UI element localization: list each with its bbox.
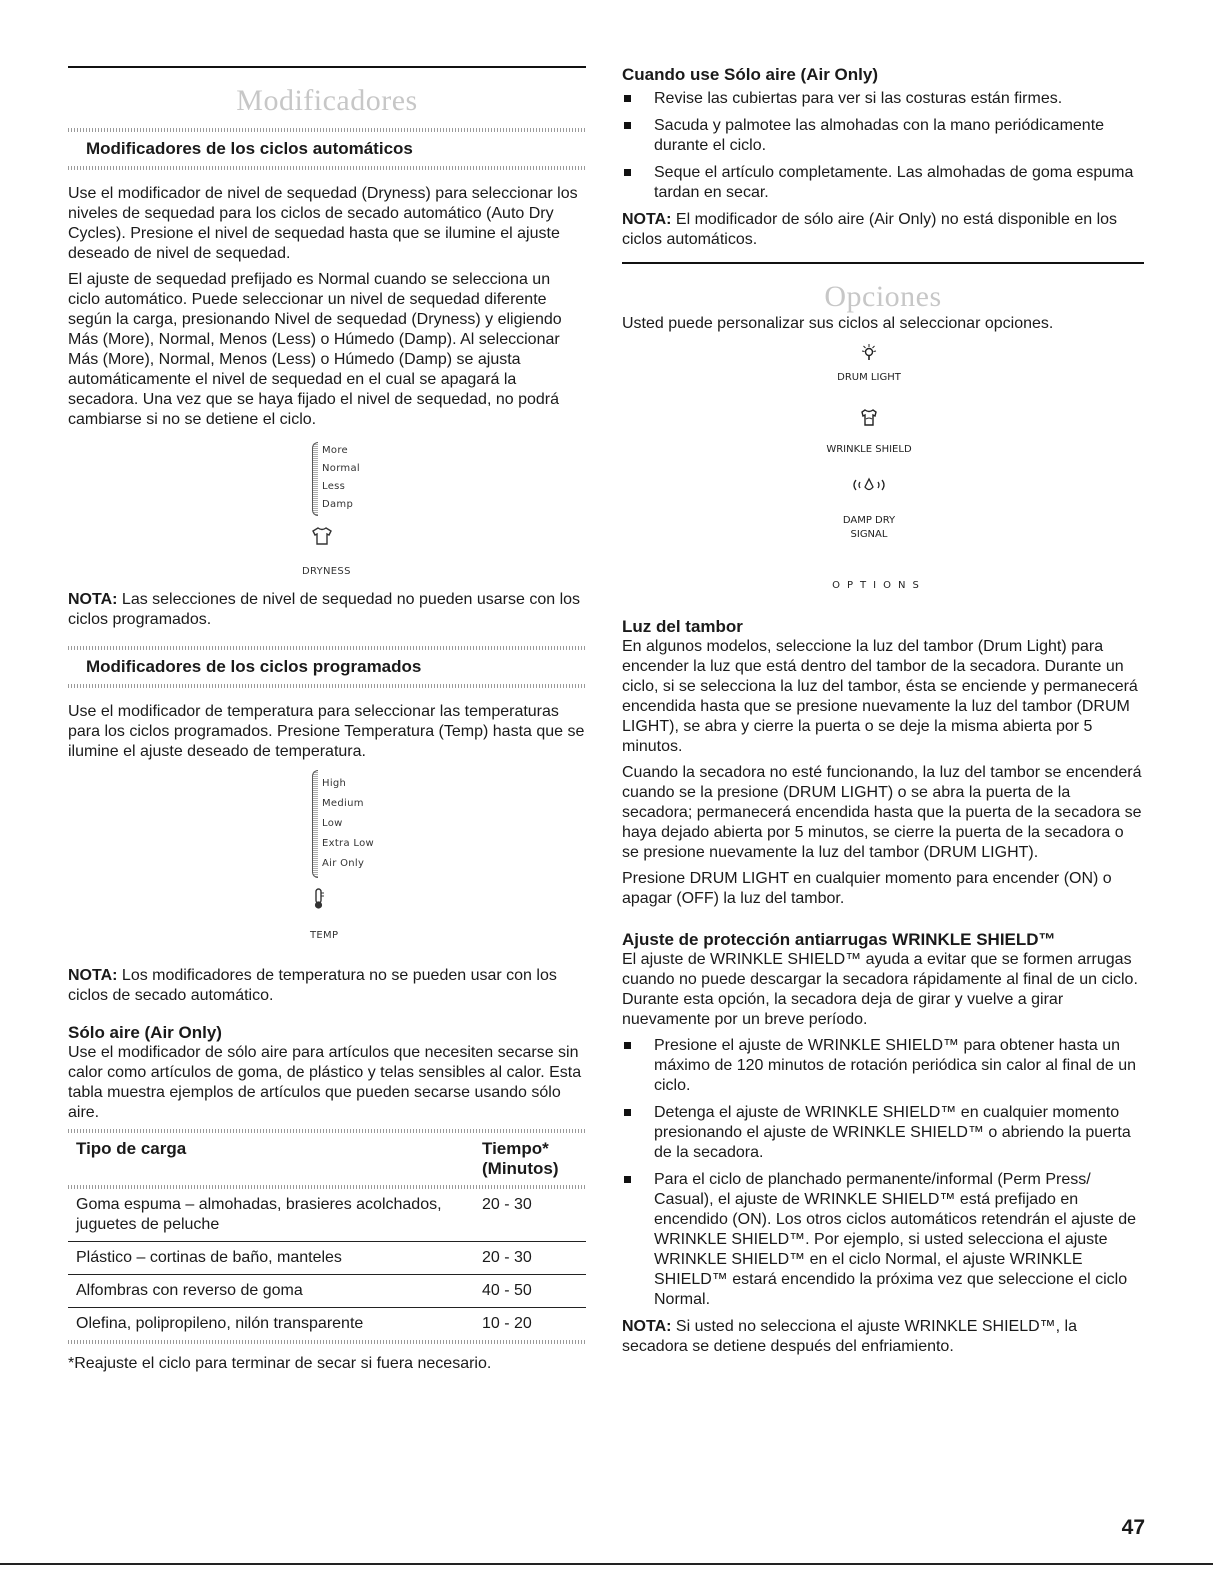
air-use-note <box>622 210 1144 250</box>
cell-load: Alfombras con reverso de goma <box>76 1282 303 1299</box>
page-number: 47 <box>1121 1516 1145 1539</box>
note-label: NOTA: <box>68 591 118 608</box>
temp-label: TEMP <box>310 930 339 941</box>
hatched-rule <box>68 1340 586 1344</box>
dryness-panel <box>302 442 586 584</box>
options-label: OPTIONS <box>832 580 926 591</box>
list-item: Revise las cubiertas para ver si las costuras están firmes. <box>622 89 1144 109</box>
col-header-load: Tipo de carga <box>76 1139 187 1158</box>
dryness-level: Damp <box>322 499 354 510</box>
auto-heading: Modificadores de los ciclos automáticos <box>86 139 413 158</box>
section-title-modificadores: Modificadores <box>236 84 418 117</box>
damp-dry-signal-icon <box>850 476 888 494</box>
drum-paragraph-1: En algunos modelos, seleccione la luz del tambor (Drum Light) para encender la luz que está dentro del tambor de la secadora. Durante un ciclo, si se selecciona la luz del tambor, ésta se enciende y permanecerá encendida hasta que se presione nuevamente la luz del tambor (DRUM LIGHT), se abra y cierre la puerta o se deje la misma abierta por 5 minutos. <box>622 638 1138 755</box>
dryness-level: Normal <box>322 463 360 474</box>
temp-level: Extra Low <box>322 838 374 849</box>
note-text: Los modificadores de temperatura no se pueden usar con los ciclos de secado automático. <box>68 967 557 1004</box>
table-footnote: *Reajuste el ciclo para terminar de secar si fuera necesario. <box>68 1355 492 1372</box>
col-header-time <box>474 1133 586 1185</box>
wrinkle-paragraph-1: El ajuste de WRINKLE SHIELD™ ayuda a evitar que se formen arrugas cuando no puede descargar la secadora rápidamente al final de un ciclo. Durante esta opción, la secadora deja de girar y vuelve a girar nuevamente por un breve período. <box>622 951 1138 1028</box>
drum-light-heading: Luz del tambor <box>622 617 743 636</box>
cell-load: Goma espuma – almohadas, brasieres acolchados, juguetes de peluche <box>76 1196 442 1233</box>
note-text: Las selecciones de nivel de sequedad no pueden usarse con los ciclos programados. <box>68 591 581 628</box>
table-row <box>68 1308 586 1341</box>
dryness-level: Less <box>322 481 346 492</box>
drum-light-label: DRUM LIGHT <box>837 372 901 383</box>
damp-dry-label-line2: SIGNAL <box>850 529 888 540</box>
timed-note <box>68 966 586 1006</box>
right-column <box>622 0 1144 1363</box>
table-row <box>68 1242 586 1275</box>
wrinkle-note <box>622 1317 1144 1357</box>
section-title-opciones: Opciones <box>824 280 942 313</box>
temp-level: High <box>322 778 347 789</box>
temp-panel <box>312 770 586 956</box>
cell-time: 20 - 30 <box>482 1196 532 1213</box>
note-label: NOTA: <box>622 211 672 228</box>
list-item: Sacuda y palmotee las almohadas con la mano periódicamente durante el ciclo. <box>622 116 1144 156</box>
list-item: Seque el artículo completamente. Las almohadas de goma espuma tardan en secar. <box>622 163 1144 203</box>
note-text: Si usted no selecciona el ajuste WRINKLE SHIELD™, la secadora se detiene después del enfriamiento. <box>622 1318 1077 1355</box>
shirt-shield-icon <box>860 408 878 428</box>
drum-paragraph-2: Cuando la secadora no esté funcionando, la luz del tambor se encenderá cuando se la presione (DRUM LIGHT) o se abra la puerta de la secadora; permanecerá encendida hasta que la puerta de la secadora se haya dejado abierta por 5 minutos, se cierre la puerta de la secadora o se presione nuevamente la luz del tambor (DRUM LIGHT). <box>622 764 1142 861</box>
note-label: NOTA: <box>68 967 118 984</box>
temp-levels <box>322 774 374 874</box>
options-panel <box>622 340 1144 616</box>
auto-note <box>68 590 586 630</box>
air-only-table-body <box>68 1189 586 1340</box>
auto-paragraph-1: Use el modificador de nivel de sequedad (Dryness) para seleccionar los niveles de sequedad para los ciclos de secado automático (Auto Dry Cycles). Presione el nivel de sequedad hasta que se ilumine el ajuste deseado de nivel de sequedad. <box>68 185 578 262</box>
list-item: Detenga el ajuste de WRINKLE SHIELD™ en cualquier momento presionando el ajuste de WRINKLE SHIELD™ o abriendo la puerta de la secadora. <box>622 1103 1144 1163</box>
cell-time: 40 - 50 <box>482 1282 532 1299</box>
damp-dry-label-line1: DAMP DRY <box>842 515 896 526</box>
note-label: NOTA: <box>622 1318 672 1335</box>
table-header-row <box>68 1133 586 1185</box>
list-item: Para el ciclo de planchado permanente/informal (Perm Press/ Casual), el ajuste de WRINKLE SHIELD™ está prefijado en encendido (ON). Los otros ciclos automáticos retendrán el ajuste de WRINKLE SHIELD™. Por ejemplo, si usted selecciona el ajuste WRINKLE SHIELD™ en el ciclo Normal, el ajuste WRINKLE SHIELD™ estará encendido la próxima vez que seleccione el ciclo Normal. <box>622 1170 1144 1310</box>
wrinkle-list <box>622 1036 1144 1310</box>
dryness-indicator-bracket <box>312 442 318 516</box>
dryness-label: DRYNESS <box>302 566 351 577</box>
air-use-heading: Cuando use Sólo aire (Air Only) <box>622 65 878 84</box>
cell-time: 10 - 20 <box>482 1315 532 1332</box>
timed-paragraph-1: Use el modificador de temperatura para seleccionar las temperaturas para los ciclos programados. Presione Temperatura (Temp) hasta que se ilumine el ajuste deseado de temperatura. <box>68 703 585 760</box>
air-use-list <box>622 89 1144 203</box>
shirt-icon <box>310 526 334 546</box>
table-row <box>68 1189 586 1242</box>
list-item: Presione el ajuste de WRINKLE SHIELD™ para obtener hasta un máximo de 120 minutos de rotación periódica sin calor al final de un ciclo. <box>622 1036 1144 1096</box>
cell-load: Plástico – cortinas de baño, manteles <box>76 1249 342 1266</box>
dryness-levels <box>322 442 360 514</box>
note-text: El modificador de sólo aire (Air Only) no está disponible en los ciclos automáticos. <box>622 211 1118 248</box>
air-only-table <box>68 1133 586 1185</box>
timed-heading: Modificadores de los ciclos programados <box>86 657 422 676</box>
wrinkle-shield-heading: Ajuste de protección antiarrugas WRINKLE SHIELD™ <box>622 930 1056 949</box>
thermometer-icon <box>312 888 326 910</box>
section-rule <box>622 262 1144 264</box>
temp-level: Low <box>322 818 343 829</box>
section-rule <box>68 66 586 68</box>
drum-paragraph-3: Presione DRUM LIGHT en cualquier momento para encender (ON) o apagar (OFF) la luz del tambor. <box>622 870 1112 907</box>
dryness-level: More <box>322 445 348 456</box>
col-header-time-line2: (Minutos) <box>482 1159 559 1178</box>
temp-level: Medium <box>322 798 364 809</box>
table-row <box>68 1275 586 1308</box>
temp-level: Air Only <box>322 858 365 869</box>
hatched-rule <box>68 684 586 688</box>
options-intro: Usted puede personalizar sus ciclos al seleccionar opciones. <box>622 315 1054 332</box>
temp-indicator-bracket <box>312 770 318 878</box>
col-header-time-line1: Tiempo* <box>482 1139 549 1158</box>
cell-time: 20 - 30 <box>482 1249 532 1266</box>
left-column <box>68 0 586 1380</box>
hatched-rule <box>68 166 586 170</box>
bottom-rule <box>0 1563 1213 1565</box>
air-only-paragraph: Use el modificador de sólo aire para artículos que necesiten secarse sin calor como artículos de goma, de plástico y telas sensibles al calor. Esta tabla muestra ejemplos de artículos que pueden secarse usando sólo aire. <box>68 1044 582 1121</box>
damp-dry-signal-label <box>812 514 926 542</box>
lightbulb-icon <box>860 344 878 362</box>
air-only-heading: Sólo aire (Air Only) <box>68 1023 222 1042</box>
wrinkle-shield-label: WRINKLE SHIELD <box>826 444 912 455</box>
auto-paragraph-2: El ajuste de sequedad prefijado es Normal cuando se selecciona un ciclo automático. Puede seleccionar un nivel de sequedad diferente según la carga, presionando Nivel de sequedad (Dryness) y eligiendo Más (More), Normal, Menos (Less) o Húmedo (Damp). Al seleccionar Más (More), Normal, Menos (Less) o Húmedo (Damp) se ajusta automáticamente el nivel de sequedad en el cual se apagará la secadora. Una vez que se haya fijado el nivel de sequedad, no podrá cambiarse si no se detiene el ciclo. <box>68 271 562 428</box>
cell-load: Olefina, polipropileno, nilón transparente <box>76 1315 364 1332</box>
